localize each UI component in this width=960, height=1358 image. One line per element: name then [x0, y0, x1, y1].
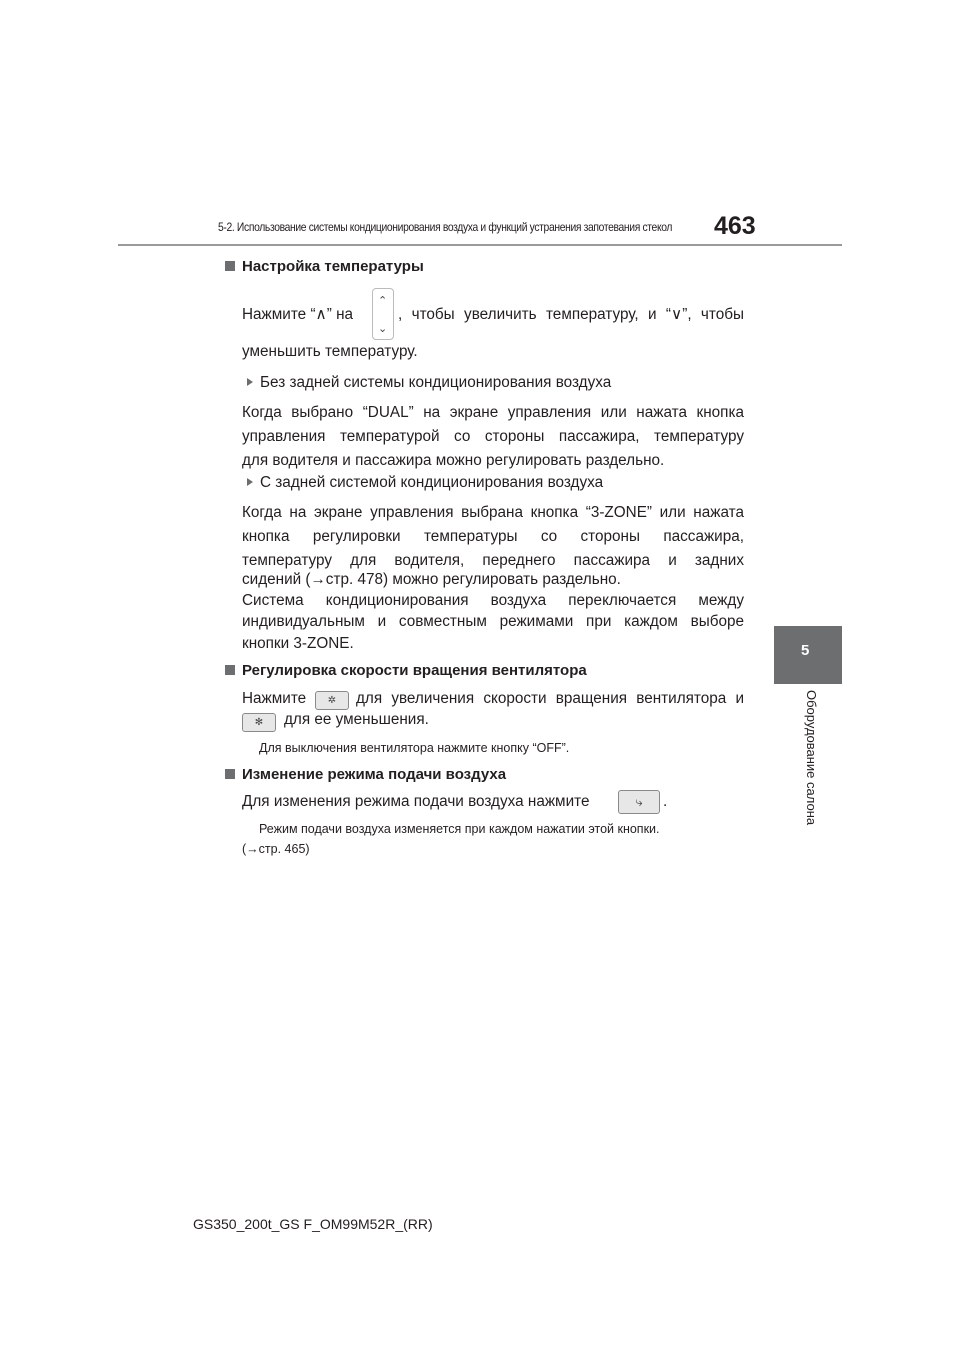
- chapter-number: 5: [801, 642, 810, 659]
- temperature-updown-button: [372, 288, 394, 340]
- with-rear-line-3: температуру для водителя, переднего пассажира и задних: [242, 552, 744, 569]
- triangle-bullet-icon: [247, 478, 253, 486]
- fan-text-end: для увеличения скорости вращения вентилятора и: [356, 690, 744, 707]
- temperature-heading: Настройка температуры: [225, 258, 424, 275]
- with-rear-line-4: сидений (→стр. 478) можно регулировать раздельно.: [242, 571, 621, 588]
- with-rear-line-6: индивидуальным и совместным режимами при каждом выборе: [242, 613, 744, 630]
- airflow-heading: Изменение режима подачи воздуха: [225, 766, 506, 783]
- square-bullet-icon: [225, 261, 235, 271]
- fan-increase-button: [315, 691, 349, 710]
- fan-high-icon: ✲: [327, 695, 337, 706]
- fan-low-icon: ✻: [254, 717, 264, 728]
- fan-text-start: Нажмите: [242, 690, 307, 707]
- with-rear-line-1: Когда на экране управления выбрана кнопка “3-ZONE” или нажата: [242, 504, 744, 521]
- with-rear-line-2: кнопка регулировки температуры со стороны пассажира,: [242, 528, 744, 545]
- fan-decrease-button: [242, 713, 276, 732]
- header-divider: [118, 244, 842, 246]
- fan-text-line2: для ее уменьшения.: [284, 711, 429, 728]
- page-number: 463: [714, 212, 756, 240]
- chapter-tab: [774, 626, 842, 684]
- airflow-note-1: Режим подачи воздуха изменяется при каждом нажатии этой кнопки.: [259, 822, 660, 836]
- no-rear-line-1: Когда выбрано “DUAL” на экране управления или нажата кнопка: [242, 404, 744, 421]
- no-rear-line-2: управления температурой со стороны пассажира, температуру: [242, 428, 744, 445]
- section-title: 5-2. Использование системы кондиционирования воздуха и функций устранения запотевания стекол: [218, 220, 673, 234]
- with-rear-line-5: Система кондиционирования воздуха переключается между: [242, 592, 744, 609]
- triangle-bullet-icon: [247, 378, 253, 386]
- fan-speed-heading: Регулировка скорости вращения вентилятора: [225, 662, 587, 679]
- square-bullet-icon: [225, 665, 235, 675]
- airflow-text: Для изменения режима подачи воздуха нажмите: [242, 793, 590, 810]
- chapter-label: Оборудование салона: [804, 690, 819, 826]
- chevron-up-icon: ⌃: [378, 295, 388, 307]
- airflow-note-2: (→стр. 465): [242, 842, 310, 856]
- no-rear-ac-subheading: Без задней системы кондиционирования воздуха: [247, 374, 611, 392]
- with-rear-line-7: кнопки 3-ZONE.: [242, 635, 354, 652]
- airflow-mode-icon: ⤷: [635, 794, 643, 809]
- square-bullet-icon: [225, 769, 235, 779]
- airflow-text-end: .: [663, 793, 668, 810]
- temperature-text-line2: уменьшить температуру.: [242, 343, 418, 360]
- fan-note: Для выключения вентилятора нажмите кнопку “OFF”.: [259, 741, 570, 755]
- chevron-down-icon: ⌄: [378, 323, 388, 335]
- temperature-text-end: , чтобы увеличить температуру, и “∨”, чтобы: [398, 306, 744, 323]
- document-code: GS350_200t_GS F_OM99M52R_(RR): [193, 1216, 433, 1232]
- airflow-mode-button: [618, 790, 660, 814]
- no-rear-line-3: для водителя и пассажира можно регулировать раздельно.: [242, 452, 665, 469]
- with-rear-ac-subheading: С задней системой кондиционирования воздуха: [247, 474, 603, 492]
- temperature-text-start: Нажмите “∧” на: [242, 306, 354, 323]
